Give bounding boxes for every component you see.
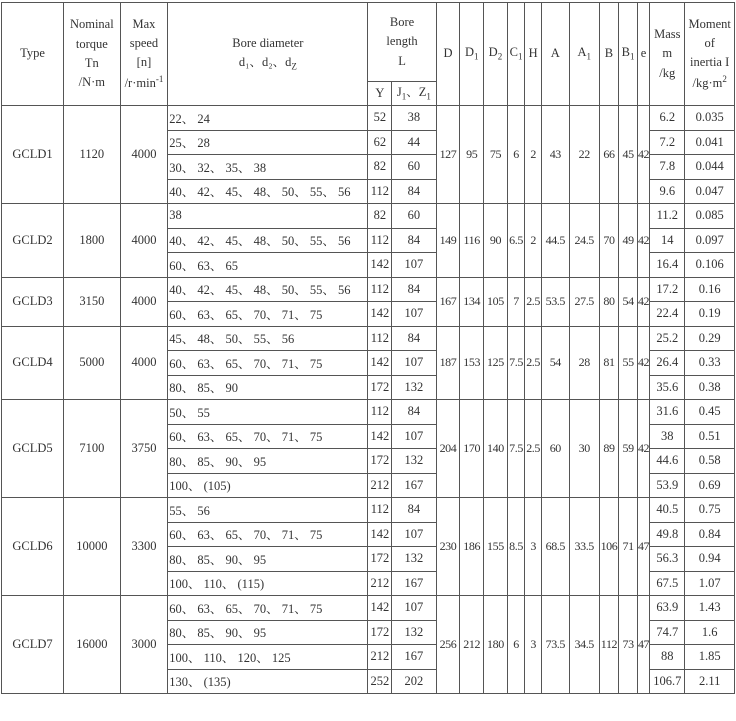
bore-length-y-cell: 52 [368, 106, 392, 131]
dim-h-cell: 3 [525, 596, 542, 694]
inertia-cell: 0.75 [685, 498, 735, 523]
dim-d1-cell: 95 [460, 106, 484, 204]
bore-diameter-cell: 30、 32、 35、 38 [168, 155, 368, 180]
mass-cell: 38 [650, 424, 685, 449]
dim-d-cell: 204 [436, 400, 460, 498]
type-cell: GCLD3 [2, 277, 64, 326]
mass-cell: 106.7 [650, 669, 685, 694]
header-moment-of-inertia: Moment of inertia I $/kg\cdot m^2$ [685, 3, 735, 106]
dim-b-cell: 80 [599, 277, 619, 326]
bore-length-j-cell: 132 [392, 547, 436, 572]
inertia-cell: 0.84 [685, 522, 735, 547]
bore-length-j-cell: 38 [392, 106, 436, 131]
torque-cell: 5000 [63, 326, 120, 400]
bore-diameter-cell: 40、 42、 45、 48、 50、 55、 56 [168, 277, 368, 302]
mass-cell: 88 [650, 645, 685, 670]
header-b1: $B_1$ [619, 3, 638, 106]
bore-length-j-cell: 167 [392, 473, 436, 498]
inertia-cell: 0.38 [685, 375, 735, 400]
inertia-cell: 0.16 [685, 277, 735, 302]
speed-cell: 3750 [120, 400, 167, 498]
bore-length-y-cell: 142 [368, 351, 392, 376]
header-nominal-torque: Nominal torque Tn /N·m [63, 3, 120, 106]
speed-cell: 3300 [120, 498, 167, 596]
dim-d-cell: 149 [436, 204, 460, 278]
bore-length-y-cell: 112 [368, 228, 392, 253]
dim-d1-cell: 186 [460, 498, 484, 596]
mass-cell: 14 [650, 228, 685, 253]
bore-diameter-cell: 100、 (105) [168, 473, 368, 498]
header-mass: Mass m /kg [650, 3, 685, 106]
dim-c1-cell: 6 [507, 106, 525, 204]
dim-c1-cell: 7 [507, 277, 525, 326]
bore-diameter-cell: 55、 56 [168, 498, 368, 523]
bore-length-j-cell: 107 [392, 522, 436, 547]
inertia-cell: 1.85 [685, 645, 735, 670]
mass-cell: 49.8 [650, 522, 685, 547]
mass-cell: 53.9 [650, 473, 685, 498]
torque-cell: 16000 [63, 596, 120, 694]
torque-cell: 1120 [63, 106, 120, 204]
mass-cell: 63.9 [650, 596, 685, 621]
bore-length-y-cell: 172 [368, 375, 392, 400]
dim-b1-cell: 73 [619, 596, 638, 694]
header-j1-z1: $J_1$、$Z_1$ [392, 82, 436, 106]
dim-e-cell: 47 [637, 498, 649, 596]
bore-length-y-cell: 142 [368, 424, 392, 449]
dim-a1-cell: 30 [569, 400, 599, 498]
dim-a-cell: 53.5 [541, 277, 569, 326]
bore-length-y-cell: 112 [368, 498, 392, 523]
torque-cell: 7100 [63, 400, 120, 498]
dim-e-cell: 42 [637, 204, 649, 278]
header-b: B [599, 3, 619, 106]
inertia-cell: 0.047 [685, 179, 735, 204]
bore-diameter-cell: 38 [168, 204, 368, 229]
bore-length-j-cell: 107 [392, 596, 436, 621]
dim-d2-cell: 75 [484, 106, 508, 204]
mass-cell: 16.4 [650, 253, 685, 278]
header-type: Type [2, 3, 64, 106]
dim-e-cell: 47 [637, 596, 649, 694]
bore-length-j-cell: 84 [392, 498, 436, 523]
header-d2: $D_2$ [484, 3, 508, 106]
dim-a-cell: 60 [541, 400, 569, 498]
header-e: e [637, 3, 649, 106]
table-row [2, 106, 735, 131]
torque-cell: 10000 [63, 498, 120, 596]
speed-cell: 4000 [120, 277, 167, 326]
dim-d1-cell: 212 [460, 596, 484, 694]
dim-a1-cell: 27.5 [569, 277, 599, 326]
dim-b-cell: 106 [599, 498, 619, 596]
header-c1: $C_1$ [507, 3, 525, 106]
bore-length-y-cell: 112 [368, 179, 392, 204]
bore-length-j-cell: 202 [392, 669, 436, 694]
bore-length-j-cell: 84 [392, 228, 436, 253]
bore-length-y-cell: 142 [368, 596, 392, 621]
mass-cell: 17.2 [650, 277, 685, 302]
dim-d-cell: 127 [436, 106, 460, 204]
inertia-cell: 2.11 [685, 669, 735, 694]
bore-length-j-cell: 44 [392, 130, 436, 155]
mass-cell: 44.6 [650, 449, 685, 474]
dim-d2-cell: 180 [484, 596, 508, 694]
dim-h-cell: 2.5 [525, 277, 542, 326]
bore-diameter-cell: 60、 63、 65、 70、 71、 75 [168, 302, 368, 327]
dim-b1-cell: 54 [619, 277, 638, 326]
dim-h-cell: 2.5 [525, 326, 542, 400]
bore-length-j-cell: 132 [392, 449, 436, 474]
inertia-cell: 1.43 [685, 596, 735, 621]
table-row [2, 204, 735, 229]
bore-length-y-cell: 212 [368, 645, 392, 670]
mass-cell: 9.6 [650, 179, 685, 204]
mass-cell: 7.2 [650, 130, 685, 155]
mass-cell: 74.7 [650, 620, 685, 645]
dim-a-cell: 44.5 [541, 204, 569, 278]
bore-length-y-cell: 212 [368, 571, 392, 596]
dim-c1-cell: 8.5 [507, 498, 525, 596]
inertia-cell: 0.041 [685, 130, 735, 155]
bore-length-j-cell: 132 [392, 375, 436, 400]
bore-length-y-cell: 82 [368, 155, 392, 180]
dim-e-cell: 42 [637, 326, 649, 400]
bore-diameter-cell: 50、 55 [168, 400, 368, 425]
dim-e-cell: 42 [637, 400, 649, 498]
mass-cell: 40.5 [650, 498, 685, 523]
bore-length-j-cell: 84 [392, 277, 436, 302]
bore-length-y-cell: 142 [368, 253, 392, 278]
bore-length-y-cell: 172 [368, 620, 392, 645]
inertia-cell: 0.085 [685, 204, 735, 229]
bore-length-y-cell: 172 [368, 547, 392, 572]
bore-diameter-cell: 80、 85、 90、 95 [168, 547, 368, 572]
header-d: D [436, 3, 460, 106]
header-max-speed: Max speed [n] $/r\cdot\min^{-1}$ [120, 3, 167, 106]
dim-h-cell: 2.5 [525, 400, 542, 498]
table-row [2, 400, 735, 425]
bore-length-y-cell: 172 [368, 449, 392, 474]
dim-d1-cell: 134 [460, 277, 484, 326]
bore-length-j-cell: 167 [392, 571, 436, 596]
bore-length-y-cell: 112 [368, 400, 392, 425]
speed-cell: 4000 [120, 106, 167, 204]
header-bore-diameter: Bore diameter d₁、d₂、$d_Z$ [168, 3, 368, 106]
type-cell: GCLD2 [2, 204, 64, 278]
inertia-cell: 0.29 [685, 326, 735, 351]
header-d1: $D_1$ [460, 3, 484, 106]
bore-diameter-cell: 80、 85、 90、 95 [168, 449, 368, 474]
table-body [2, 106, 735, 694]
bore-diameter-cell: 22、 24 [168, 106, 368, 131]
inertia-cell: 0.51 [685, 424, 735, 449]
bore-length-y-cell: 212 [368, 473, 392, 498]
inertia-cell: 0.58 [685, 449, 735, 474]
bore-length-j-cell: 107 [392, 351, 436, 376]
bore-length-y-cell: 112 [368, 326, 392, 351]
type-cell: GCLD7 [2, 596, 64, 694]
mass-cell: 22.4 [650, 302, 685, 327]
bore-length-j-cell: 167 [392, 645, 436, 670]
bore-diameter-cell: 60、 63、 65 [168, 253, 368, 278]
type-cell: GCLD5 [2, 400, 64, 498]
inertia-cell: 0.044 [685, 155, 735, 180]
mass-cell: 6.2 [650, 106, 685, 131]
bore-length-y-cell: 142 [368, 522, 392, 547]
dim-b-cell: 66 [599, 106, 619, 204]
bore-length-j-cell: 84 [392, 400, 436, 425]
inertia-cell: 0.19 [685, 302, 735, 327]
bore-length-j-cell: 84 [392, 326, 436, 351]
dim-a-cell: 68.5 [541, 498, 569, 596]
bore-diameter-cell: 60、 63、 65、 70、 71、 75 [168, 351, 368, 376]
dim-d-cell: 167 [436, 277, 460, 326]
dim-d-cell: 230 [436, 498, 460, 596]
bore-length-y-cell: 142 [368, 302, 392, 327]
mass-cell: 35.6 [650, 375, 685, 400]
inertia-cell: 0.69 [685, 473, 735, 498]
dim-b-cell: 112 [599, 596, 619, 694]
dim-c1-cell: 6 [507, 596, 525, 694]
type-cell: GCLD1 [2, 106, 64, 204]
bore-length-j-cell: 60 [392, 155, 436, 180]
speed-cell: 4000 [120, 204, 167, 278]
bore-diameter-cell: 130、 (135) [168, 669, 368, 694]
mass-cell: 31.6 [650, 400, 685, 425]
inertia-cell: 0.45 [685, 400, 735, 425]
bore-diameter-cell: 60、 63、 65、 70、 71、 75 [168, 596, 368, 621]
mass-cell: 26.4 [650, 351, 685, 376]
mass-cell: 7.8 [650, 155, 685, 180]
speed-cell: 4000 [120, 326, 167, 400]
bore-length-j-cell: 132 [392, 620, 436, 645]
bore-length-j-cell: 107 [392, 424, 436, 449]
dim-b-cell: 70 [599, 204, 619, 278]
table-row [2, 596, 735, 621]
mass-cell: 67.5 [650, 571, 685, 596]
type-cell: GCLD6 [2, 498, 64, 596]
dim-h-cell: 2 [525, 106, 542, 204]
dim-a1-cell: 34.5 [569, 596, 599, 694]
header-bore-length: Bore length L [368, 3, 436, 82]
bore-length-y-cell: 252 [368, 669, 392, 694]
bore-diameter-cell: 80、 85、 90 [168, 375, 368, 400]
inertia-cell: 0.097 [685, 228, 735, 253]
bore-length-j-cell: 107 [392, 302, 436, 327]
dim-d1-cell: 116 [460, 204, 484, 278]
bore-length-j-cell: 60 [392, 204, 436, 229]
dim-d2-cell: 90 [484, 204, 508, 278]
dim-a-cell: 54 [541, 326, 569, 400]
table-row [2, 498, 735, 523]
dim-b1-cell: 71 [619, 498, 638, 596]
bore-diameter-cell: 80、 85、 90、 95 [168, 620, 368, 645]
mass-cell: 56.3 [650, 547, 685, 572]
bore-diameter-cell: 40、 42、 45、 48、 50、 55、 56 [168, 228, 368, 253]
speed-cell: 3000 [120, 596, 167, 694]
bore-length-y-cell: 62 [368, 130, 392, 155]
dim-a-cell: 43 [541, 106, 569, 204]
inertia-cell: 0.106 [685, 253, 735, 278]
mass-cell: 11.2 [650, 204, 685, 229]
bore-length-y-cell: 112 [368, 277, 392, 302]
bore-diameter-cell: 25、 28 [168, 130, 368, 155]
dim-d-cell: 256 [436, 596, 460, 694]
bore-diameter-cell: 40、 42、 45、 48、 50、 55、 56 [168, 179, 368, 204]
dim-b1-cell: 45 [619, 106, 638, 204]
dim-d-cell: 187 [436, 326, 460, 400]
bore-length-j-cell: 107 [392, 253, 436, 278]
bore-diameter-cell: 60、 63、 65、 70、 71、 75 [168, 522, 368, 547]
bore-length-y-cell: 82 [368, 204, 392, 229]
dim-d2-cell: 125 [484, 326, 508, 400]
dim-d2-cell: 105 [484, 277, 508, 326]
inertia-cell: 0.33 [685, 351, 735, 376]
dim-a1-cell: 28 [569, 326, 599, 400]
bore-diameter-cell: 100、 110、 120、 125 [168, 645, 368, 670]
dim-c1-cell: 7.5 [507, 400, 525, 498]
table-header [2, 3, 735, 106]
coupling-spec-table [1, 2, 735, 694]
bore-diameter-cell: 100、 110、 (115) [168, 571, 368, 596]
bore-diameter-cell: 60、 63、 65、 70、 71、 75 [168, 424, 368, 449]
table-row [2, 277, 735, 302]
dim-d2-cell: 140 [484, 400, 508, 498]
inertia-cell: 0.94 [685, 547, 735, 572]
dim-c1-cell: 7.5 [507, 326, 525, 400]
header-a: A [541, 3, 569, 106]
table-row [2, 326, 735, 351]
dim-a1-cell: 22 [569, 106, 599, 204]
dim-a1-cell: 33.5 [569, 498, 599, 596]
bore-diameter-cell: 45、 48、 50、 55、 56 [168, 326, 368, 351]
mass-cell: 25.2 [650, 326, 685, 351]
dim-b1-cell: 59 [619, 400, 638, 498]
dim-d2-cell: 155 [484, 498, 508, 596]
dim-d1-cell: 170 [460, 400, 484, 498]
dim-b1-cell: 55 [619, 326, 638, 400]
inertia-cell: 1.6 [685, 620, 735, 645]
dim-h-cell: 3 [525, 498, 542, 596]
dim-e-cell: 42 [637, 277, 649, 326]
dim-c1-cell: 6.5 [507, 204, 525, 278]
header-h: H [525, 3, 542, 106]
dim-h-cell: 2 [525, 204, 542, 278]
inertia-cell: 0.035 [685, 106, 735, 131]
header-a1: $A_1$ [569, 3, 599, 106]
dim-b1-cell: 49 [619, 204, 638, 278]
header-y: Y [368, 82, 392, 106]
inertia-cell: 1.07 [685, 571, 735, 596]
torque-cell: 1800 [63, 204, 120, 278]
dim-a-cell: 73.5 [541, 596, 569, 694]
dim-a1-cell: 24.5 [569, 204, 599, 278]
type-cell: GCLD4 [2, 326, 64, 400]
dim-b-cell: 89 [599, 400, 619, 498]
dim-b-cell: 81 [599, 326, 619, 400]
bore-length-j-cell: 84 [392, 179, 436, 204]
dim-e-cell: 42 [637, 106, 649, 204]
dim-d1-cell: 153 [460, 326, 484, 400]
torque-cell: 3150 [63, 277, 120, 326]
